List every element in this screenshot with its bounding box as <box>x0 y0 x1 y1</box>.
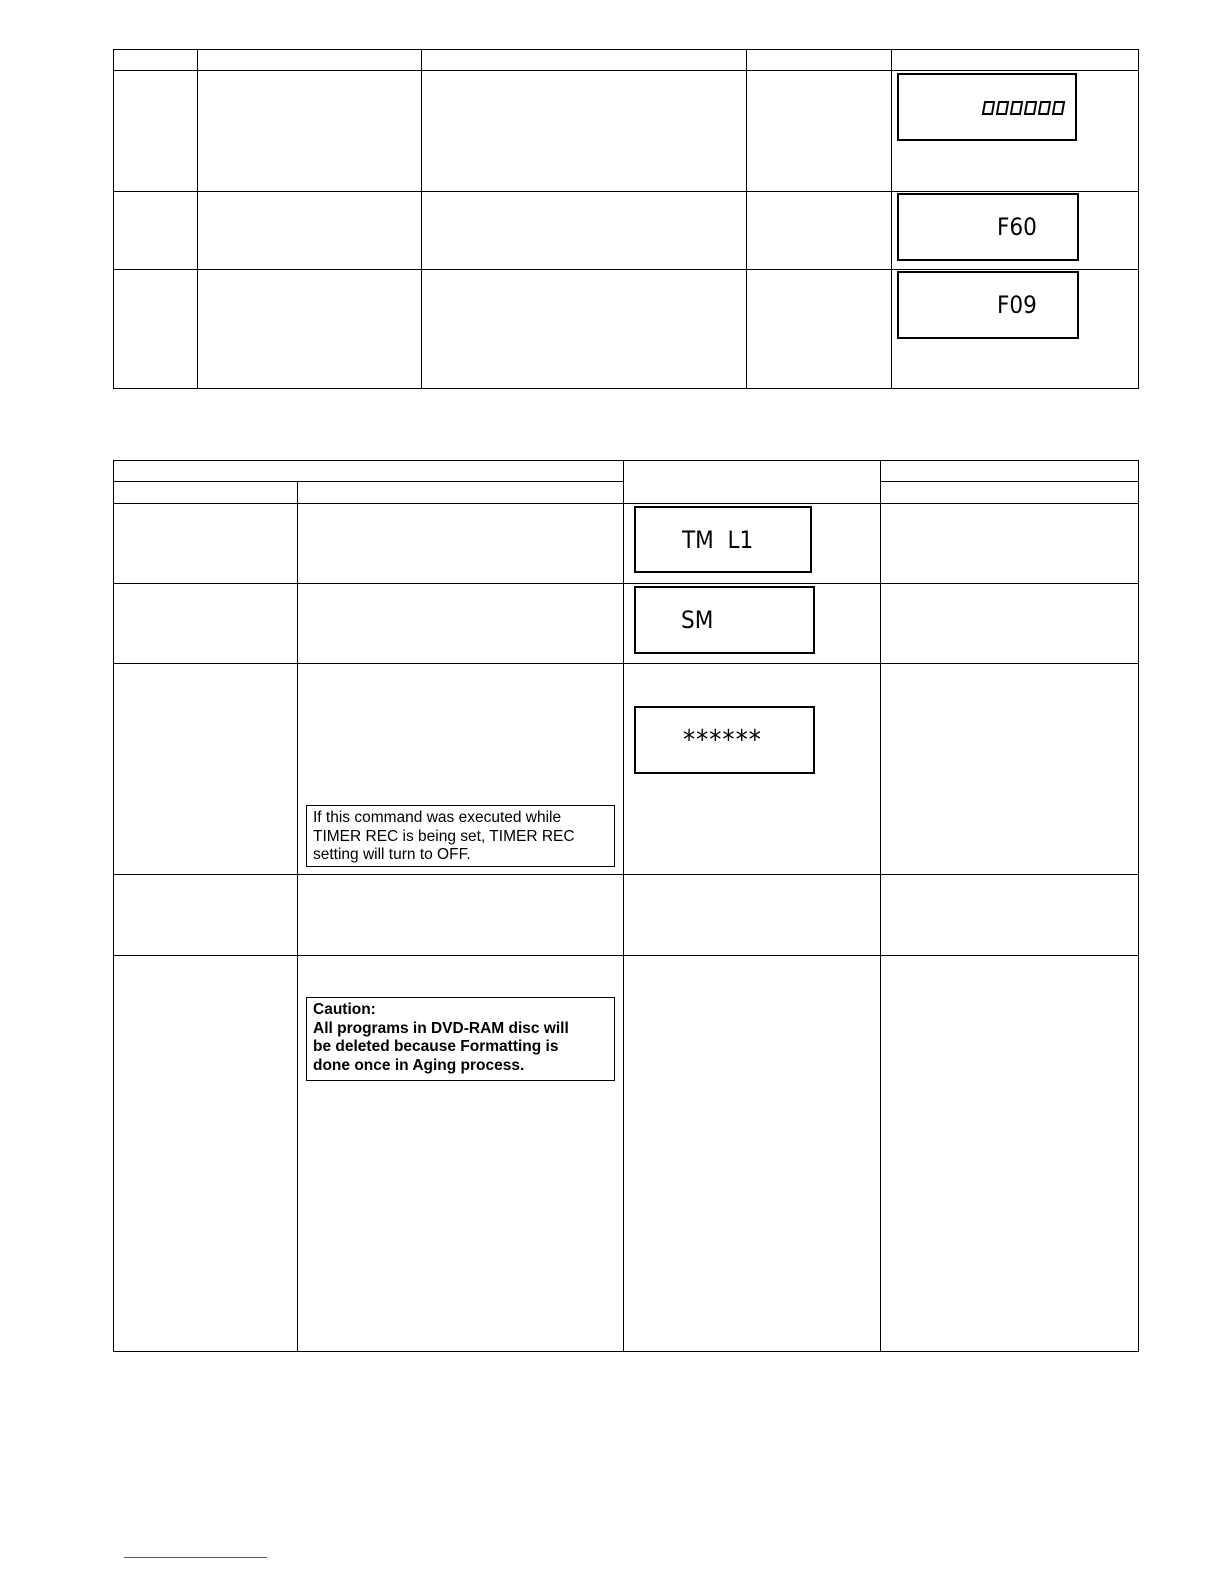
display-panel-segments <box>897 73 1077 141</box>
display-text: ****** <box>683 724 762 756</box>
display-text: SM <box>681 606 714 634</box>
display-panel-f60 <box>897 193 1079 261</box>
display-text: TM L1 <box>682 525 754 554</box>
caution-box <box>306 997 615 1081</box>
segment-placeholder-group <box>942 71 1067 143</box>
caution-line: be deleted because Formatting is <box>313 1038 559 1055</box>
note-line: TIMER REC is being set, TIMER REC <box>313 827 575 845</box>
display-text: F09 <box>997 291 1037 319</box>
timer-rec-note <box>306 805 615 867</box>
segment-digit <box>1038 101 1051 115</box>
footer-link-underline[interactable] <box>124 1557 267 1558</box>
caution-line: All programs in DVD-RAM disc will <box>313 1019 569 1037</box>
display-panel-asterisks <box>634 706 815 774</box>
display-panel-tm-l1 <box>634 506 812 573</box>
display-panel-sm <box>634 586 815 654</box>
caution-heading: Caution: <box>313 1001 376 1018</box>
note-line: setting will turn to OFF. <box>313 846 471 863</box>
segment-digit <box>1052 101 1065 115</box>
display-panel-f09 <box>897 271 1079 339</box>
display-text: F60 <box>997 213 1037 241</box>
segment-digit <box>1010 101 1023 115</box>
segment-digit <box>996 101 1009 115</box>
note-line: If this command was executed while <box>313 809 562 826</box>
caution-line: done once in Aging process. <box>313 1056 525 1074</box>
segment-digit <box>982 101 995 115</box>
segment-digit <box>1024 101 1037 115</box>
